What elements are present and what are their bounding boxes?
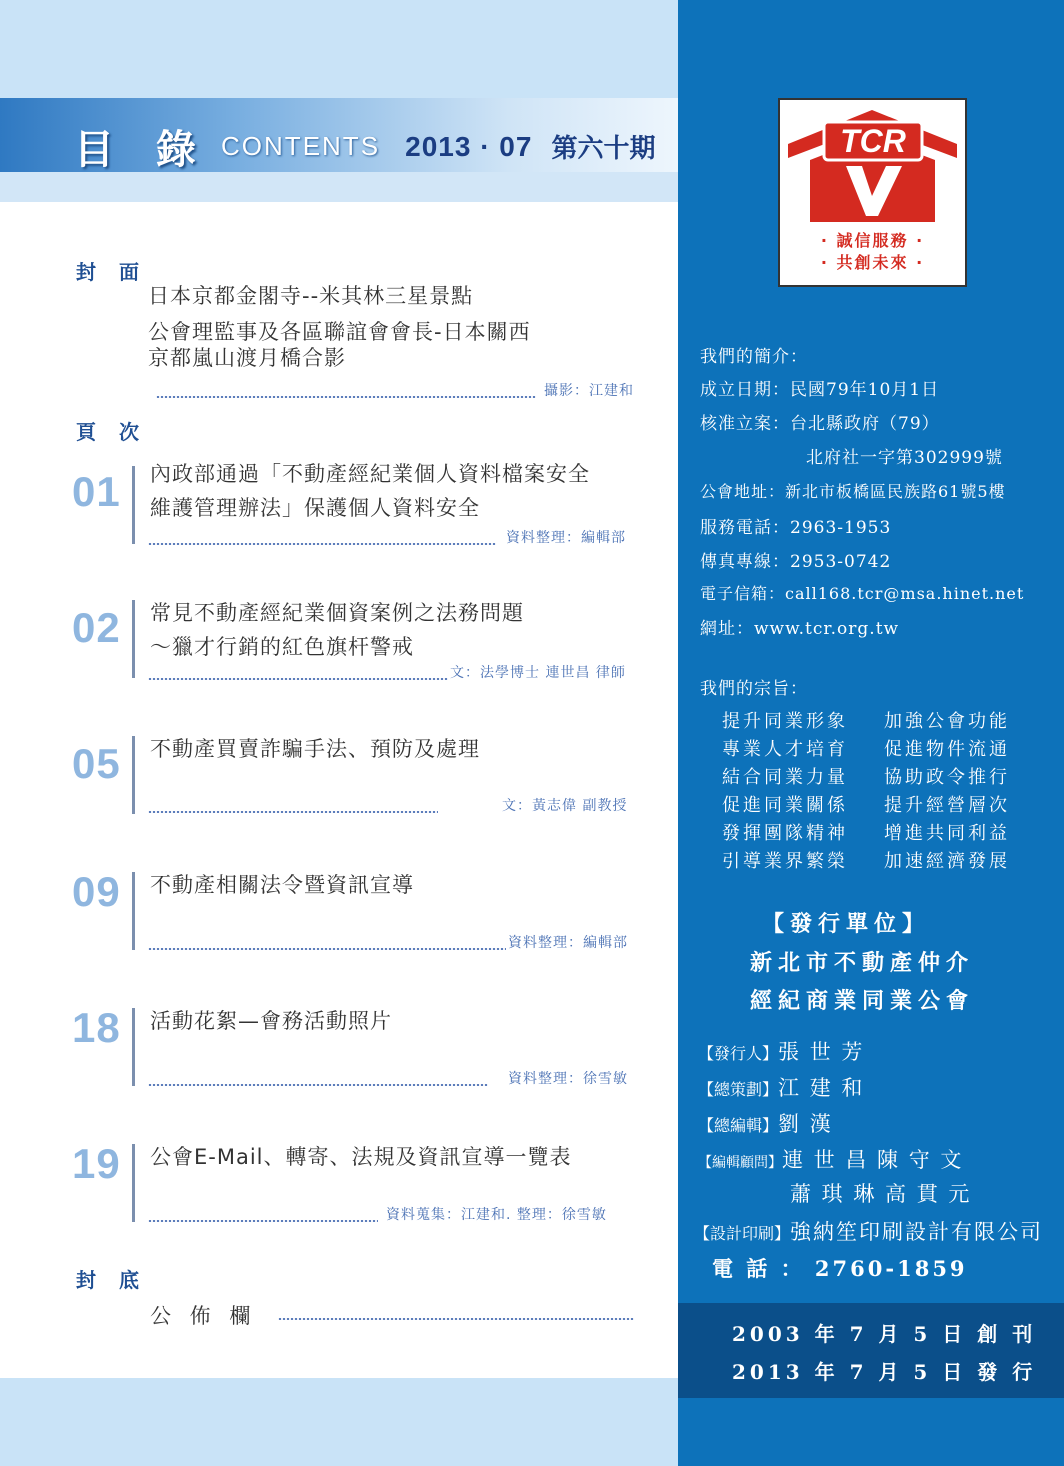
entry-title-cont[interactable]: ～獵才行銷的紅色旗杆警戒 <box>150 635 414 659</box>
intro-phone: 服務電話：2963-1953 <box>700 518 892 538</box>
publisher-name-2: 經紀商業同業公會 <box>750 988 975 1014</box>
back-cover-item[interactable]: 公 佈 欄 <box>150 1304 257 1328</box>
publisher-name-1: 新北市不動產仲介 <box>750 950 975 976</box>
staff-editor: 【總編輯】劉 漢 <box>698 1112 833 1136</box>
purpose-heading: 我們的宗旨： <box>700 679 808 699</box>
entry-title[interactable]: 公會E-Mail、轉寄、法規及資訊宣導一覽表 <box>150 1145 572 1169</box>
dotted-leader <box>148 543 496 545</box>
cover-line-3: 京都嵐山渡月橋合影 <box>148 346 346 370</box>
page-number: 02 <box>72 604 121 651</box>
purpose-item: 促進物件流通 <box>884 739 1010 760</box>
staff-advisors: 【編輯顧問】連 世 昌 陳 守 文 <box>698 1148 964 1172</box>
cover-label: 封 面 <box>76 260 147 284</box>
page-number: 19 <box>72 1140 121 1187</box>
entry-title[interactable]: 內政部通過「不動產經紀業個人資料檔案安全 <box>150 462 590 486</box>
logo-motto-2: · 共創未來 · <box>820 253 925 272</box>
page-number: 05 <box>72 740 121 787</box>
intro-email[interactable]: 電子信箱：call168.tcr@msa.hinet.net <box>700 584 1025 603</box>
dotted-leader <box>148 1084 488 1086</box>
title-main: 目 錄 <box>74 127 210 173</box>
purpose-item: 提升經營層次 <box>884 795 1010 816</box>
entry-credit: 資料蒐集：江建和. 整理：徐雪敏 <box>386 1207 607 1223</box>
publish-date: 2013 年 7 月 5 日 發 行 <box>732 1360 1037 1384</box>
cover-line-1: 日本京都金閣寺--米其林三星景點 <box>148 284 474 308</box>
divider-bar <box>132 1144 135 1222</box>
dotted-leader <box>148 1220 378 1222</box>
publisher-heading: 【發行單位】 <box>762 911 931 937</box>
intro-fax: 傳真專線：2953-0742 <box>700 552 892 572</box>
entry-title[interactable]: 活動花絮—會務活動照片 <box>150 1009 392 1033</box>
entry-credit: 文：黃志偉 副教授 <box>502 798 628 814</box>
dotted-leader <box>148 811 438 813</box>
founded-date: 2003 年 7 月 5 日 創 刊 <box>732 1322 1037 1346</box>
entry-title[interactable]: 不動產買賣詐騙手法、預防及處理 <box>150 737 480 761</box>
entry-title-cont[interactable]: 維護管理辦法」保護個人資料安全 <box>150 496 480 520</box>
purpose-item: 增進共同利益 <box>884 823 1010 844</box>
divider-bar <box>132 466 135 544</box>
dotted-leader <box>148 678 448 680</box>
issue-date: 2013 · 07 <box>405 130 533 162</box>
staff-advisors-cont: 蕭 琪 琳 高 貫 元 <box>790 1182 972 1206</box>
intro-website[interactable]: 網址：www.tcr.org.tw <box>700 619 900 639</box>
intro-line: 北府社一字第302999號 <box>806 448 1003 468</box>
bottom-band <box>0 1378 678 1466</box>
divider-bar <box>132 736 135 814</box>
purpose-item: 提升同業形象 <box>722 711 848 732</box>
cover-line-2: 公會理監事及各區聯誼會會長-日本關西 <box>148 320 531 344</box>
page-number: 01 <box>72 468 121 515</box>
dotted-leader <box>156 396 536 398</box>
intro-line: 成立日期：民國79年10月1日 <box>700 380 940 400</box>
dotted-leader <box>148 948 506 950</box>
staff-publisher: 【發行人】張 世 芳 <box>698 1040 865 1064</box>
purpose-item: 協助政令推行 <box>884 767 1010 788</box>
entry-title[interactable]: 常見不動產經紀業個資案例之法務問題 <box>150 601 524 625</box>
logo-emblem-icon <box>780 104 965 224</box>
logo-motto-1: · 誠信服務 · <box>820 231 925 250</box>
purpose-item: 發揮團隊精神 <box>722 823 848 844</box>
divider-bar <box>132 872 135 950</box>
cover-credit: 攝影：江建和 <box>544 383 634 399</box>
pages-label: 頁 次 <box>76 420 147 444</box>
svg-text:TCR: TCR <box>840 123 906 159</box>
intro-heading: 我們的簡介： <box>700 347 808 367</box>
intro-line: 核准立案：台北縣政府（79） <box>700 414 940 434</box>
purpose-item: 專業人才培育 <box>722 739 848 760</box>
top-band <box>0 0 678 98</box>
divider-bar <box>132 1008 135 1086</box>
divider-bar <box>132 600 135 678</box>
issue-number: 第六十期 <box>551 134 656 164</box>
entry-credit: 文：法學博士 連世昌 律師 <box>450 665 626 681</box>
purpose-item: 促進同業關係 <box>722 795 848 816</box>
back-cover-label: 封 底 <box>76 1268 147 1292</box>
entry-credit: 資料整理：編輯部 <box>508 935 628 951</box>
intro-address: 公會地址：新北市板橋區民族路61號5樓 <box>700 482 1006 501</box>
tcr-logo <box>778 98 967 287</box>
title-en: CONTENTS <box>221 131 381 161</box>
purpose-item: 結合同業力量 <box>722 767 848 788</box>
entry-credit: 資料整理：編輯部 <box>506 530 626 546</box>
page-title <box>74 118 656 173</box>
purpose-item: 加速經濟發展 <box>884 851 1010 872</box>
page-number: 09 <box>72 868 121 915</box>
purpose-item: 引導業界繁榮 <box>722 851 848 872</box>
purpose-item: 加強公會功能 <box>884 711 1010 732</box>
entry-credit: 資料整理：徐雪敏 <box>508 1071 628 1087</box>
dotted-leader <box>278 1318 634 1320</box>
entry-title[interactable]: 不動產相關法令暨資訊宣導 <box>150 873 414 897</box>
staff-planner: 【總策劃】江 建 和 <box>698 1076 865 1100</box>
page-number: 18 <box>72 1004 121 1051</box>
staff-printer: 【設計印刷】強納笙印刷設計有限公司 <box>694 1220 1044 1244</box>
phone-number: 電 話 ： 2760-1859 <box>712 1256 968 1281</box>
